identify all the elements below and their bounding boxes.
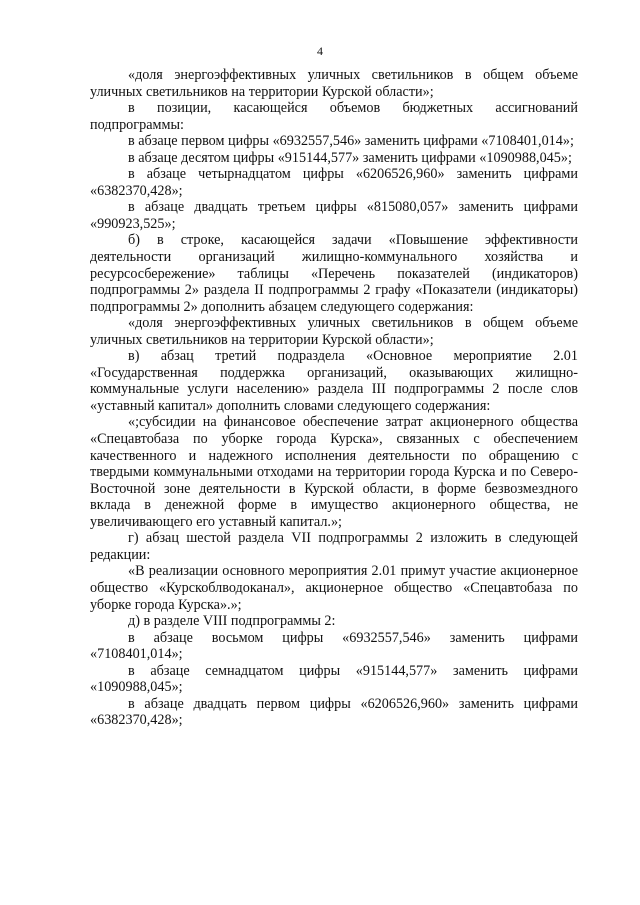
page-number: 4: [317, 44, 323, 58]
paragraph: в позиции, касающейся объемов бюджетных ассигнований подпрограммы:: [90, 100, 578, 133]
paragraph: «доля энергоэффективных уличных светильников в общем объеме уличных светильников на территории Курской области»;: [90, 67, 578, 100]
paragraph: в) абзац третий подраздела «Основное мероприятие 2.01 «Государственная поддержка организаций, оказывающих жилищно-коммунальные услуги населению» раздела III подпрограммы 2 после слов «уставный капитал» дополнить словами следующего содержания:: [90, 348, 578, 414]
paragraph: д) в разделе VIII подпрограммы 2:: [128, 613, 336, 630]
paragraph: в абзаце четырнадцатом цифры «6206526,960» заменить цифрами «6382370,428»;: [90, 166, 578, 199]
paragraph: «В реализации основного мероприятия 2.01 примут участие акционерное общество «Курскоблводоканал», акционерное общество «Спецавтобаза по уборке города Курска».»;: [90, 563, 578, 613]
paragraph: «доля энергоэффективных уличных светильников в общем объеме уличных светильников на территории Курской области»;: [90, 315, 578, 348]
paragraph: «;субсидии на финансовое обеспечение затрат акционерного общества «Спецавтобаза по уборке города Курска», связанных с обеспечением качественного и надежного исполнения деятельности по обращению с твердыми коммунальными отходами на территории города Курска и по Северо-Восточной зоне деятельности в Курской области, в форме безвозмездного вклада в денежной форме в имущество акционерного общества, не увеличивающего его уставный капитал.»;: [90, 414, 578, 530]
paragraph: в абзаце восьмом цифры «6932557,546» заменить цифрами «7108401,014»;: [90, 629, 578, 663]
paragraph: б) в строке, касающейся задачи «Повышение эффективности деятельности организаций жилищно-коммунального хозяйства и ресурсосбережение» таблицы «Перечень показателей (индикаторов) подпрограммы 2» раздела II подпрограммы 2 графу «Показатели (индикаторы) подпрограммы 2» дополнить абзацем следующего содержания:: [90, 232, 578, 315]
document-body: [90, 67, 578, 729]
paragraph: в абзаце двадцать первом цифры «6206526,960» заменить цифрами «6382370,428»;: [90, 695, 578, 729]
paragraph: в абзаце семнадцатом цифры «915144,577» заменить цифрами «1090988,045»;: [90, 662, 578, 696]
paragraph: в абзаце первом цифры «6932557,546» заменить цифрами «7108401,014»;: [128, 133, 574, 150]
paragraph: в абзаце двадцать третьем цифры «815080,057» заменить цифрами «990923,525»;: [90, 199, 578, 232]
paragraph: г) абзац шестой раздела VII подпрограммы 2 изложить в следующей редакции:: [90, 530, 578, 563]
paragraph: в абзаце десятом цифры «915144,577» заменить цифрами «1090988,045»;: [128, 149, 572, 166]
